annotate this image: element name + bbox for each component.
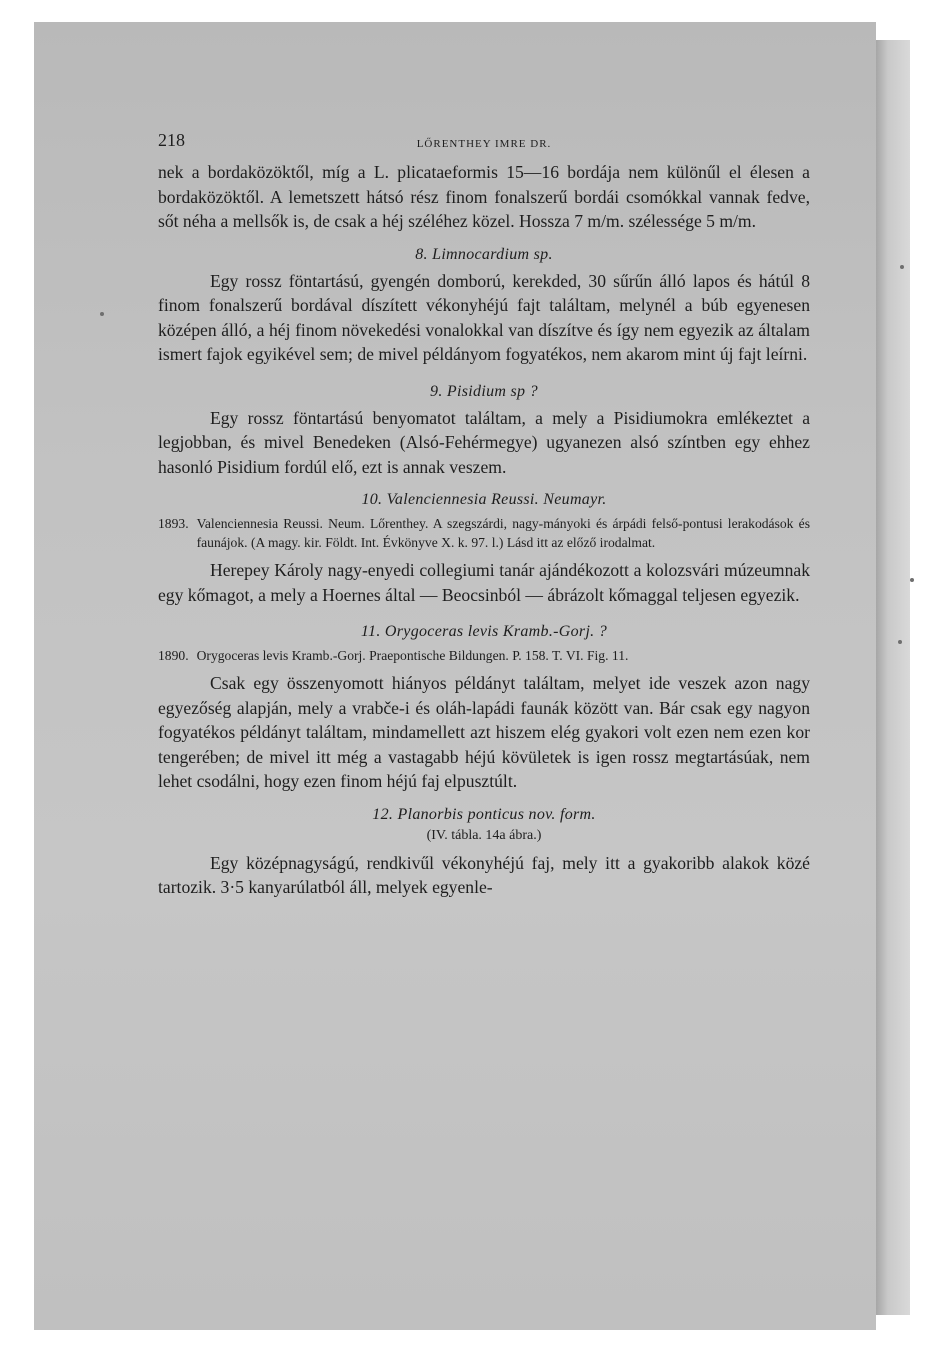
- section-heading-8: 8. Limnocardium sp.: [415, 245, 553, 263]
- reference-text: Valenciennesia Reussi. Neum. Lőrenthey. A szegszárdi, nagy-mányoki és árpádi felső-pontusi lerakodások és faunájok. (A magy. kir. Földt. Int. Évkönyve X. k. 97. l.) Lásd itt az előző irodalmat.: [196, 516, 810, 550]
- text-column: [158, 120, 810, 1320]
- paragraph-1: nek a bordaközöktől, míg a L. plicataeformis 15—16 bordája nem különűl el élesen a bordaközöktől. A lemetszett hátsó rész finom fonalszerű bordái csomókkal vannak fedve, sőt néha a mellsők is, de csak a héj széléhez közel. Hossza 7 m/m. szélessége 5 m/m.: [158, 162, 810, 231]
- reference-10: [158, 514, 810, 552]
- scan-speck: [910, 578, 914, 582]
- reference-11: [158, 646, 810, 665]
- scan-speck: [100, 312, 104, 316]
- section-heading-10: 10. Valenciennesia Reussi. Neumayr.: [361, 491, 607, 508]
- figure-reference: (IV. tábla. 14a ábra.): [426, 827, 542, 843]
- paragraph-6: Egy középnagyságú, rendkivűl vékonyhéjú faj, mely itt a gyakoribb alakok közé tartozik. 3·5 kanyarúlatból áll, melyek egyenle-: [158, 852, 810, 897]
- scan-speck: [898, 640, 902, 644]
- running-title: LŐRENTHEY IMRE DR.: [416, 138, 552, 150]
- reference-text: Orygoceras levis Kramb.-Gorj. Praepontische Bildungen. P. 158. T. VI. Fig. 11.: [196, 648, 629, 663]
- reference-year: 1893.: [158, 516, 189, 531]
- section-heading-11: 11. Orygoceras levis Kramb.-Gorj. ?: [360, 623, 608, 640]
- reference-year: 1890.: [158, 648, 189, 663]
- paragraph-3: Egy rossz föntartású benyomatot találtam, a mely a Pisidiumokra emlékeztet a legjobban, és mivel Benedeken (Alsó-Fehérmegye) ugyanezen alsó színtben egy ehhez hasonló Pisidium fordúl elő, ezt is annak veszem.: [158, 407, 810, 477]
- section-heading-9: 9. Pisidium sp ?: [430, 382, 538, 400]
- page-number: 218: [158, 130, 185, 150]
- paragraph-4: Herepey Károly nagy-enyedi collegiumi tanár ajándékozott a kolozsvári múzeumnak egy kőmagot, a mely a Hoernes által — Beocsinból — ábrázolt kőmaggal teljesen egyezik.: [158, 560, 810, 605]
- page-header: [158, 120, 810, 160]
- book-binding-edge: [876, 40, 910, 1315]
- paragraph-5: Csak egy összenyomott hiányos példányt találtam, melyet ide veszek azon nagy egyezőség alapján, mely a vrabče-i és oláh-lapádi faunák között van. Bár csak egy nagyon fogyatékos példányt találtam, mindamellett azt hiszem elég gyakori volt ezen nem ezen kor tengerében; de mivel itt még a vastagabb héjú kövületek is igen rossz megtartásúak, nem lehet csodálni, hogy ezen finom héjú faj elpusztúlt.: [158, 673, 810, 791]
- paragraph-2: Egy rossz föntartású, gyengén domború, kerekded, 30 sűrűn álló lapos és hátúl 8 finom fonalszerű bordával díszített vékonyhéjú fajt találtam, melynél a búb egyenesen középen álló, a héj finom növekedési vonalokkal van díszítve és így nem egyezik az általam ismert fajok egyikével sem; de mivel példányom fogyatékos, nem akarom mint új fajt leírni.: [158, 270, 810, 364]
- scan-speck: [900, 265, 904, 269]
- section-heading-12: 12. Planorbis ponticus nov. form.: [372, 805, 596, 823]
